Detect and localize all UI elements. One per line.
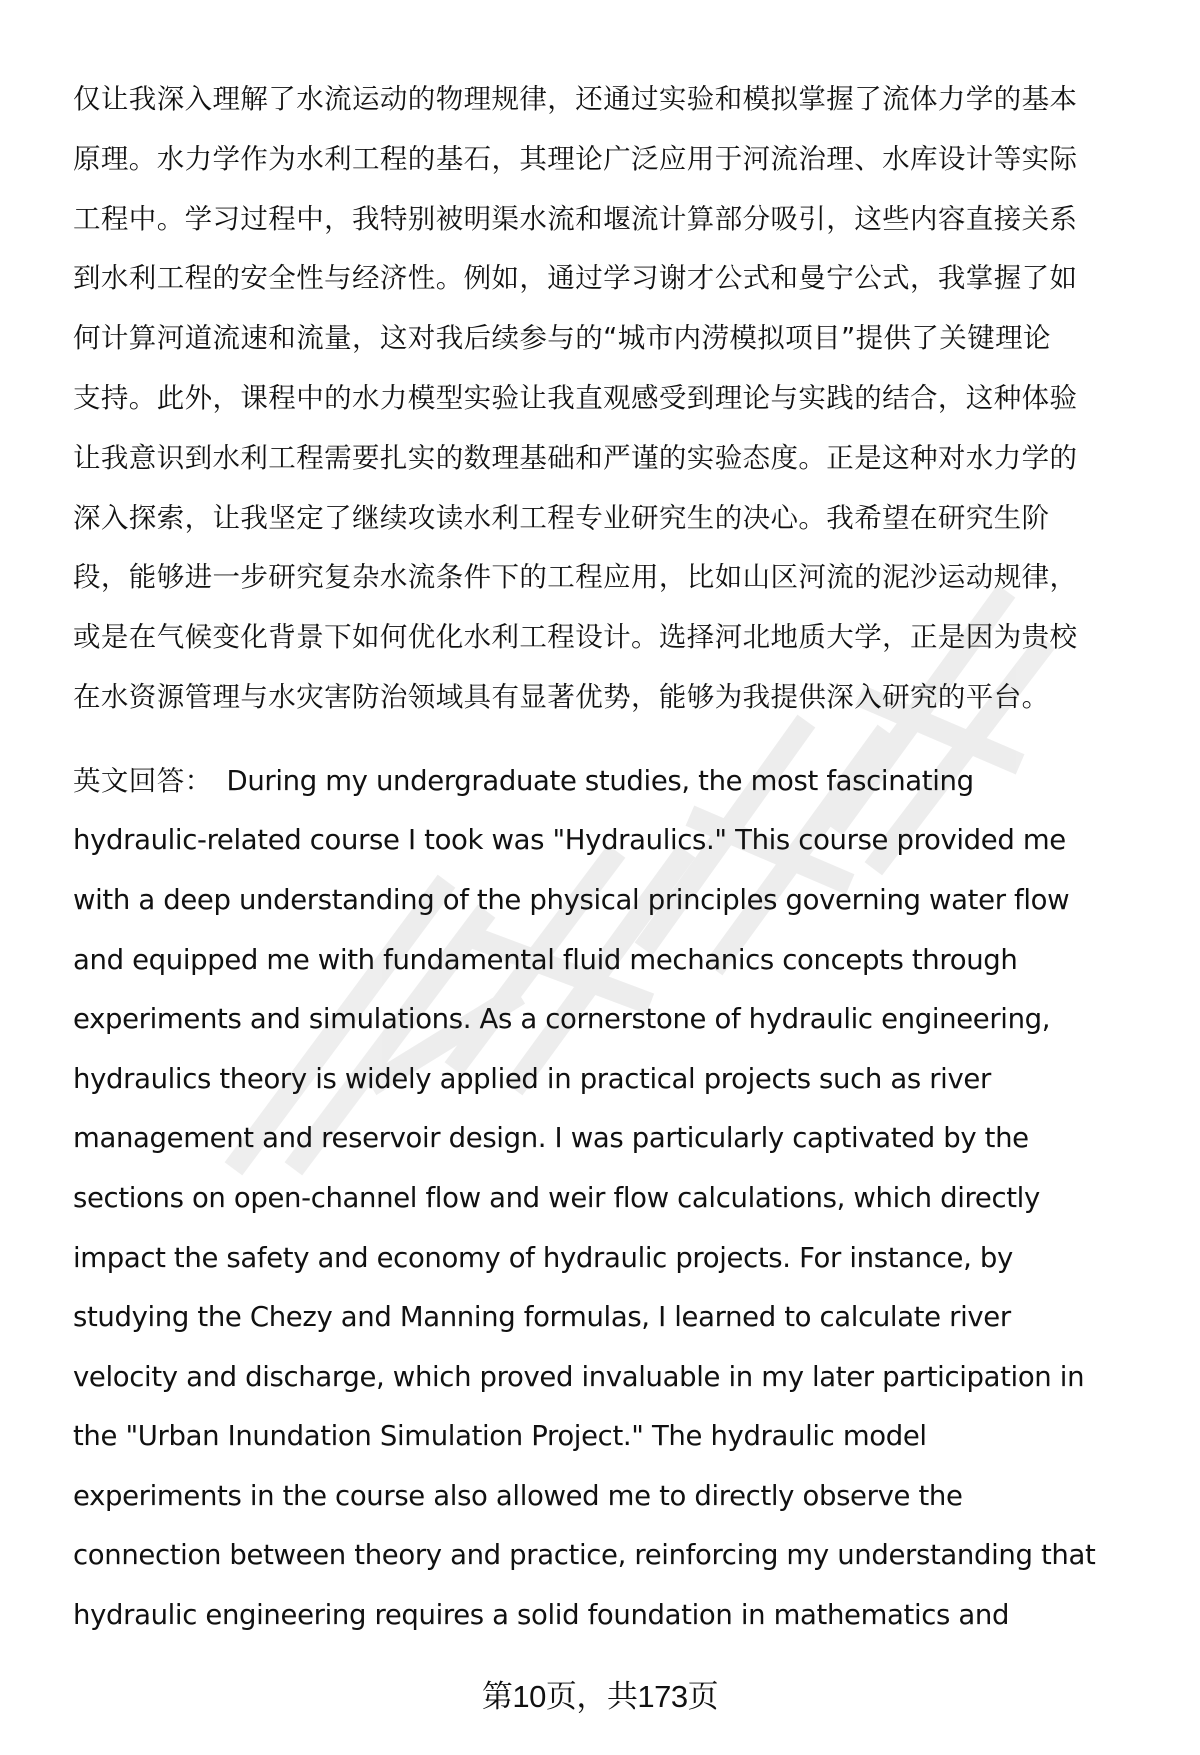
text-line: 工程中。学习过程中，我特别被明渠水流和堰流计算部分吸引，这些内容直接关系 (73, 202, 1078, 235)
text-line: the "Urban Inundation Simulation Project." The hydraulic model (73, 1420, 927, 1453)
text-line: sections on open-channel flow and weir flow calculations, which directly (73, 1181, 1040, 1214)
text-line: 在水资源管理与水灾害防治领域具有显著优势，能够为我提供深入研究的平台。 (73, 680, 1050, 713)
text-line: experiments in the course also allowed me to directly observe the (73, 1479, 963, 1512)
text-line: hydraulics theory is widely applied in practical projects such as river (73, 1062, 991, 1095)
text-line: and equipped me with fundamental fluid mechanics concepts through (73, 943, 1018, 976)
text-line: studying the Chezy and Manning formulas, I learned to calculate river (73, 1301, 1011, 1334)
text-line: management and reservoir design. I was particularly captivated by the (73, 1122, 1029, 1155)
page-number-footer (0, 1672, 1200, 1722)
text-line (73, 752, 1153, 812)
text-line: impact the safety and economy of hydraulic projects. For instance, by (73, 1241, 1013, 1274)
text-line: with a deep understanding of the physical principles governing water flow (73, 883, 1070, 916)
text-line: 仅让我深入理解了水流运动的物理规律，还通过实验和模拟掌握了流体力学的基本 (73, 83, 1078, 115)
text-line: 原理。水力学作为水利工程的基石，其理论广泛应用于河流治理、水库设计等实际 (73, 142, 1078, 175)
page-indicator: 第10页，共173页 (481, 1679, 719, 1714)
text-line: 支持。此外，课程中的水力模型实验让我直观感受到理论与实践的结合，这种体验 (73, 381, 1078, 414)
text-line: 何计算河道流速和流量，这对我后续参与的“城市内涝模拟项目”提供了关键理论 (73, 322, 1051, 355)
text-line: 段，能够进一步研究复杂水流条件下的工程应用，比如山区河流的泥沙运动规律， (73, 561, 1078, 594)
text-line-content: During my undergraduate studies, the most fascinating (226, 764, 974, 797)
text-line: 到水利工程的安全性与经济性。例如，通过学习谢才公式和曼宁公式，我掌握了如 (73, 262, 1078, 295)
chinese-answer-paragraph (73, 70, 1153, 728)
text-line: 或是在气候变化背景下如何优化水利工程设计。选择河北地质大学，正是因为贵校 (73, 621, 1078, 654)
english-answer-paragraph (73, 752, 1153, 1646)
document-body (73, 70, 1153, 1646)
text-line: experiments and simulations. As a cornerstone of hydraulic engineering, (73, 1003, 1051, 1036)
text-line: hydraulic engineering requires a solid foundation in mathematics and (73, 1599, 1010, 1632)
text-line: 让我意识到水利工程需要扎实的数理基础和严谨的实验态度。正是这种对水力学的 (73, 441, 1078, 474)
text-line: 深入探索，让我坚定了继续攻读水利工程专业研究生的决心。我希望在研究生阶 (73, 501, 1050, 534)
english-answer-label: 英文回答： (73, 764, 213, 797)
text-line: hydraulic-related course I took was "Hydraulics." This course provided me (73, 824, 1066, 857)
text-line: velocity and discharge, which proved invaluable in my later participation in (73, 1360, 1085, 1393)
text-line: connection between theory and practice, reinforcing my understanding that (73, 1539, 1096, 1572)
